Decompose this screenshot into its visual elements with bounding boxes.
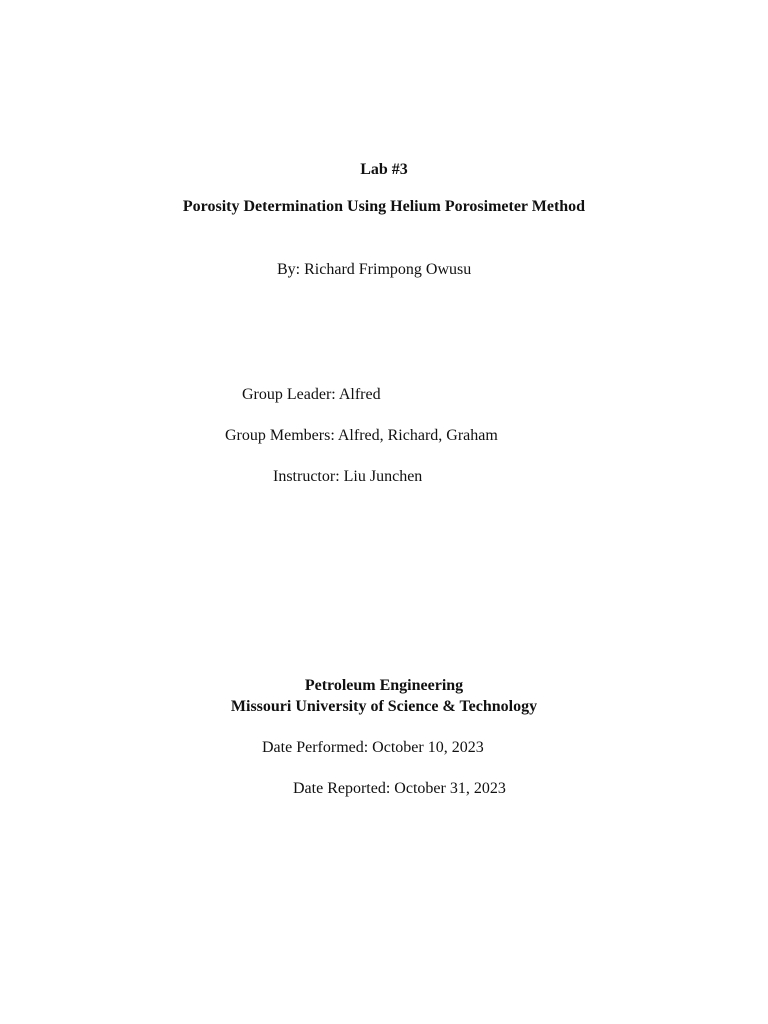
author-line: By: Richard Frimpong Owusu [277,261,472,278]
lab-number: Lab #3 [360,161,408,178]
date-reported: Date Reported: October 31, 2023 [293,780,506,797]
university: Missouri University of Science & Technology [230,698,538,715]
group-leader: Group Leader: Alfred [242,386,381,403]
report-title: Porosity Determination Using Helium Porosimeter Method [182,198,586,215]
date-performed: Date Performed: October 10, 2023 [262,739,484,756]
group-members: Group Members: Alfred, Richard, Graham [225,427,498,444]
instructor: Instructor: Liu Junchen [273,468,423,485]
department: Petroleum Engineering [304,677,464,694]
